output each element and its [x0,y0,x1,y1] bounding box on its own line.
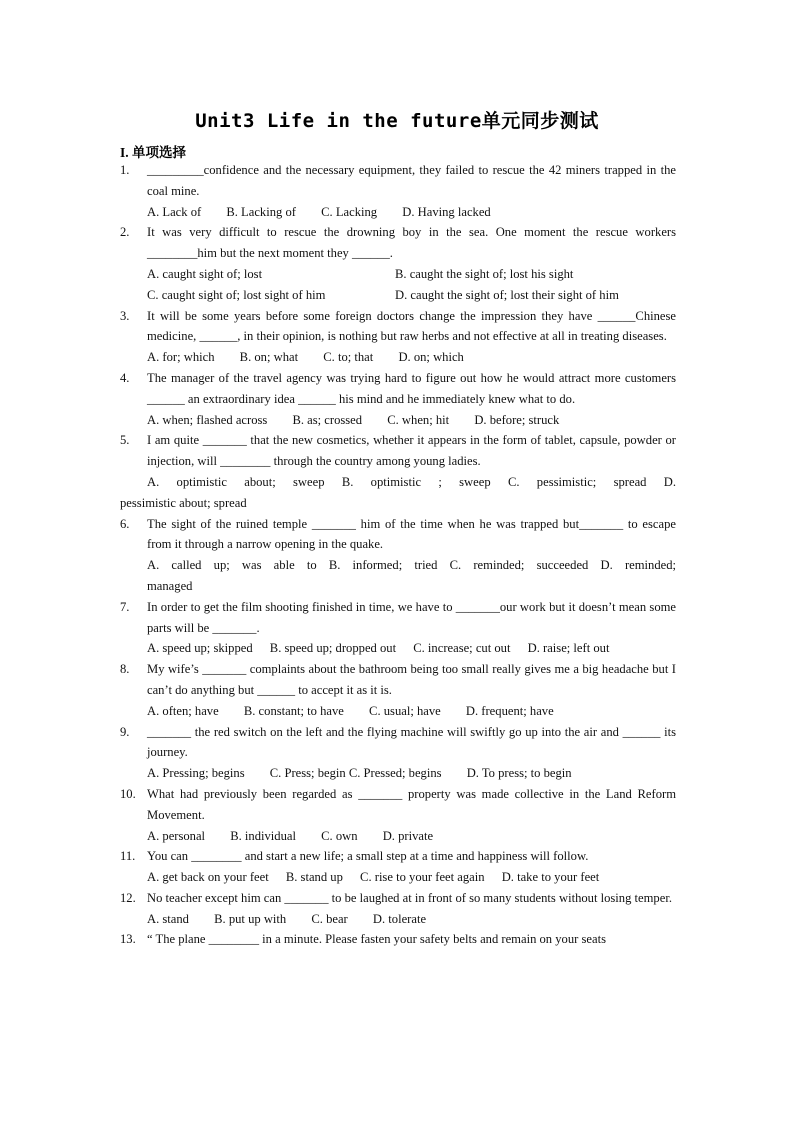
question-text: What had previously been regarded as _______ property was made collective in the Land Reform Movement. [147,786,676,822]
option-d: D. [663,474,677,489]
options-9 [120,763,676,784]
question-text: You can ________ and start a new life; a small step at a time and happiness will follow. [147,849,589,864]
option-a: A. get back on your feet [147,870,269,885]
option-c: C. usual; have [369,703,441,718]
option-d: D. raise; left out [527,641,610,656]
option-d: D. tolerate [372,911,427,926]
option-b: B. stand up [285,870,343,885]
option-b: B. speed up; dropped out [269,641,397,656]
question-text: It will be some years before some foreign doctors change the impression they have ______Chinese medicine, ______, in their opinion, is nothing but raw herbs and not effective at all in treating diseases. [147,308,676,344]
option-b: B. put up with [214,911,287,926]
question-number: 7. [120,599,130,614]
question-6 [120,514,676,556]
option-c: C. increase; cut out [413,641,511,656]
section-heading: I. 单项选择 [120,145,187,160]
question-number: 2. [120,225,130,240]
option-b: B. on; what [239,350,299,365]
question-4 [120,368,676,410]
option-c: C. Press; begin C. Pressed; begins [269,766,442,781]
question-text: The manager of the travel agency was trying hard to figure out how he would attract more customers ______ an extraordinary idea ______ his mind and he immediately knew what to do. [147,370,676,406]
option-b: B. optimistic ; sweep [341,474,491,489]
option-c: C. caught sight of; lost sight of him [147,287,326,302]
option-a: A. speed up; skipped [147,641,253,656]
question-text: _______ the red switch on the left and the flying machine will swiftly go up into the air and ______ its journey. [147,724,676,760]
options-5-continued: pessimistic about; spread [120,495,247,510]
question-text: My wife’s _______ complaints about the bathroom being too small really gives me a big headache but I can’t do anything but ______ to accept it as it is. [147,662,676,697]
question-number: 10. [120,786,136,801]
option-a: A. Lack of [147,204,202,219]
option-b: B. informed; tried [328,558,438,573]
question-13 [120,929,676,950]
option-d: D. frequent; have [465,703,554,718]
option-c: C. Lacking [321,204,378,219]
question-7 [120,597,676,639]
option-b: B. individual [230,828,296,843]
option-a: A. when; flashed across [147,412,268,427]
question-8 [120,659,676,701]
option-b: B. as; crossed [292,412,363,427]
question-number: 8. [120,662,130,677]
option-a: A. often; have [147,703,219,718]
option-a: A. stand [147,911,189,926]
option-b: B. caught the sight of; lost his sight [395,266,574,281]
question-1 [120,160,676,202]
option-c: C. pessimistic; spread [507,474,647,489]
option-d: D. private [382,828,434,843]
option-d: D. before; struck [474,412,560,427]
question-text: The sight of the ruined temple _______ him of the time when he was trapped but_______ to escape from it through a narrow opening in the quake. [147,516,676,552]
options-5 [120,472,676,493]
options-8 [120,701,676,722]
option-a: A. for; which [147,350,215,365]
question-text: “ The plane ________ in a minute. Please fasten your safety belts and remain on your seats [147,932,606,947]
option-a: A. personal [147,828,206,843]
option-c: C. reminded; succeeded [449,558,589,573]
option-a: A. optimistic about; sweep [147,474,325,489]
option-d: D. on; which [398,350,464,365]
question-text: In order to get the film shooting finished in time, we have to _______our work but it doesn’t mean some parts will be _______. [147,599,676,635]
option-d: D. Having lacked [402,204,491,219]
question-list [120,160,676,950]
question-number: 6. [120,516,130,531]
options-2 [120,264,676,306]
options-7 [120,638,676,659]
question-2 [120,222,676,264]
question-number: 11. [120,849,136,864]
question-number: 4. [120,370,130,385]
question-number: 12. [120,890,136,905]
question-number: 1. [120,163,130,177]
question-text: _________confidence and the necessary equipment, they failed to rescue the 42 miners trapped in the coal mine. [147,163,676,198]
question-text: It was very difficult to rescue the drowning boy in the sea. One moment the rescue workers ________him but the next moment they ______. [147,225,676,261]
question-9 [120,722,676,764]
question-3 [120,306,676,348]
question-10 [120,784,676,826]
question-5 [120,430,676,472]
question-number: 13. [120,932,136,947]
option-c: C. to; that [323,350,374,365]
option-c: C. bear [311,911,348,926]
options-3 [120,347,676,368]
options-6 [120,555,676,576]
options-6-continued: managed [147,578,193,593]
question-12 [120,888,676,909]
option-d: D. To press; to begin [466,766,572,781]
option-a: A. called up; was able to [147,558,317,573]
option-d: D. caught the sight of; lost their sight of him [395,287,619,302]
option-a: A. Pressing; begins [147,766,245,781]
question-number: 3. [120,308,130,323]
option-d: D. reminded; [600,558,677,573]
option-b: B. Lacking of [226,204,296,219]
options-10 [120,826,676,847]
options-1 [120,202,676,223]
question-text: I am quite _______ that the new cosmetics, whether it appears in the form of tablet, capsule, powder or injection, will ________ through the country among young ladies. [147,433,676,469]
question-number: 5. [120,433,130,448]
options-11 [120,867,676,888]
option-c: C. own [321,828,358,843]
options-12 [120,909,676,930]
option-c: C. rise to your feet again [360,870,485,885]
option-c: C. when; hit [387,412,450,427]
option-a: A. caught sight of; lost [147,266,263,281]
option-d: D. take to your feet [501,870,600,885]
question-text: No teacher except him can _______ to be laughed at in front of so many students without losing temper. [147,890,672,905]
page-title: Unit3 Life in the future单元同步测试 [195,110,599,132]
question-number: 9. [120,724,130,739]
option-b: B. constant; to have [243,703,344,718]
options-4 [120,410,676,431]
question-11 [120,846,676,867]
